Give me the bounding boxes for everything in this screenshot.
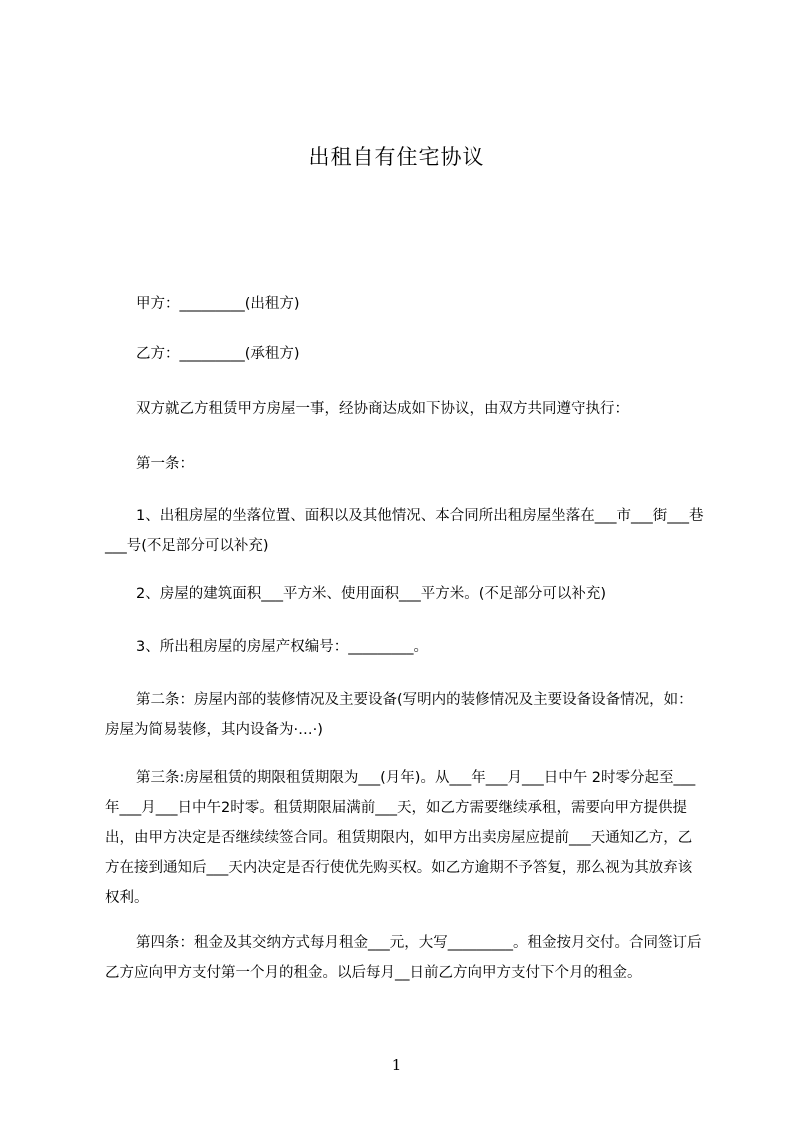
- agreement-intro: 双方就乙方租赁甲方房屋一事，经协商达成如下协议，由双方共同遵守执行：: [136, 401, 629, 417]
- article-1-heading: 第一条：: [136, 456, 194, 472]
- article-1-clause-3: 3、所出租房屋的房屋产权编号：_________。: [136, 639, 428, 655]
- page-number: 1: [391, 1056, 402, 1074]
- party-b-line: 乙方：_________(承租方): [136, 346, 300, 362]
- article-4: 第四条：租金及其交纳方式每月租金___元，大写_________。租金按月交付。合同签订后乙方应向甲方支付第一个月的租金。以后每月__日前乙方向甲方支付下个月的租金。: [105, 935, 702, 981]
- article-1-clause-1: 1、出租房屋的坐落位置、面积以及其他情况、本合同所出租房屋坐落在___市___街___巷___号(不足部分可以补充): [105, 508, 704, 554]
- party-a-line: 甲方：_________(出租方): [136, 296, 300, 312]
- article-3: 第三条:房屋租赁的期限租赁期限为___(月年)。从___年___月___日中午 2时零分起至___年___月___日中午2时零。租赁期限届满前___天，如乙方需要继续承租，需要向甲方提供提出，由甲方决定是否继续续签合同。租赁期限内，如甲方出卖房屋应提前___天通知乙方，乙方在接到通知后___天内决定是否行使优先购买权。如乙方逾期不予答复，那么视为其放弃该权利。: [105, 770, 696, 906]
- article-1-clause-2: 2、房屋的建筑面积___平方米、使用面积___平方米。(不足部分可以补充): [136, 586, 607, 602]
- article-2: 第二条：房屋内部的装修情况及主要设备(写明内的装修情况及主要设备设备情况，如：房屋为简易装修，其内设备为·…·): [105, 692, 693, 738]
- document-title: 出租自有住宅协议: [308, 145, 485, 169]
